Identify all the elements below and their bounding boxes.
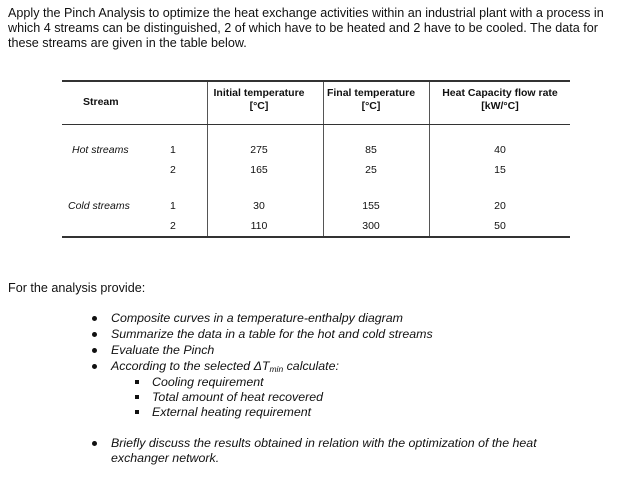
header-heat-title: Heat Capacity flow rate bbox=[442, 87, 558, 99]
row-number: 1 bbox=[170, 200, 176, 212]
row-final: 85 bbox=[365, 144, 377, 156]
bullet-item bbox=[111, 343, 214, 358]
row-number: 2 bbox=[170, 164, 176, 176]
sub-bullet-text: External heating requirement bbox=[152, 405, 312, 419]
bullet-text: Summarize the data in a table for the hot and cold streams bbox=[111, 327, 433, 341]
header-heat-unit: [kW/°C] bbox=[481, 100, 519, 112]
bullet-text: exchanger network. bbox=[111, 451, 220, 465]
bullet-icon bbox=[92, 364, 97, 369]
header-heat-capacity bbox=[442, 87, 558, 113]
square-bullet-icon bbox=[135, 410, 139, 414]
sub-bullet-item bbox=[152, 405, 311, 420]
row-heat: 20 bbox=[494, 200, 506, 212]
header-initial-title: Initial temperature bbox=[213, 87, 305, 99]
bullet-text: According to the selected ΔT bbox=[111, 359, 270, 373]
row-heat: 50 bbox=[494, 220, 506, 232]
bullet-item bbox=[111, 359, 339, 375]
row-final: 25 bbox=[365, 164, 377, 176]
column-divider bbox=[323, 82, 324, 236]
provide-heading: For the analysis provide: bbox=[8, 281, 146, 295]
row-number: 1 bbox=[170, 144, 176, 156]
sub-bullet-item bbox=[152, 375, 264, 390]
header-divider bbox=[62, 124, 570, 125]
sub-bullet-text: Total amount of heat recovered bbox=[152, 390, 324, 404]
header-final-temperature bbox=[327, 87, 415, 113]
bullet-icon bbox=[92, 441, 97, 446]
row-final: 300 bbox=[362, 220, 380, 232]
sub-bullet-text: Cooling requirement bbox=[152, 375, 264, 389]
bullet-text-suffix: calculate: bbox=[283, 359, 339, 373]
column-divider bbox=[207, 82, 208, 236]
row-heat: 15 bbox=[494, 164, 506, 176]
intro-paragraph: Apply the Pinch Analysis to optimize the heat exchange activities within an industrial plant with a process in which 4 streams can be distinguished, 2 of which have to be heated and 2 have to be cooled. The data for these streams are given in the table below. bbox=[8, 6, 604, 50]
row-initial: 165 bbox=[250, 164, 268, 176]
row-heat: 40 bbox=[494, 144, 506, 156]
stream-data-table bbox=[62, 80, 570, 238]
header-final-unit: [°C] bbox=[361, 100, 381, 112]
group-label-cold: Cold streams bbox=[68, 200, 130, 212]
group-label-hot: Hot streams bbox=[72, 144, 129, 156]
square-bullet-icon bbox=[135, 395, 139, 399]
bullet-item bbox=[111, 436, 537, 466]
bullet-text: Briefly discuss the results obtained in relation with the optimization of the heat bbox=[111, 436, 537, 450]
bullet-text: Evaluate the Pinch bbox=[111, 343, 215, 357]
square-bullet-icon bbox=[135, 380, 139, 384]
bullet-icon bbox=[92, 332, 97, 337]
sub-bullet-item bbox=[152, 390, 323, 405]
header-final-title: Final temperature bbox=[326, 87, 416, 99]
column-divider bbox=[429, 82, 430, 236]
header-initial-unit: [°C] bbox=[249, 100, 269, 112]
row-initial: 110 bbox=[250, 220, 268, 232]
bullet-item bbox=[111, 327, 433, 342]
row-final: 155 bbox=[362, 200, 380, 212]
row-initial: 275 bbox=[250, 144, 268, 156]
row-number: 2 bbox=[170, 220, 176, 232]
bullet-icon bbox=[92, 316, 97, 321]
delta-t-min-subscript: min bbox=[269, 364, 284, 374]
bullet-icon bbox=[92, 348, 97, 353]
header-initial-temperature bbox=[213, 87, 304, 113]
header-stream: Stream bbox=[83, 96, 119, 108]
bullet-item bbox=[111, 311, 403, 326]
row-initial: 30 bbox=[253, 200, 265, 212]
bullet-text: Composite curves in a temperature-enthalpy diagram bbox=[111, 311, 404, 325]
